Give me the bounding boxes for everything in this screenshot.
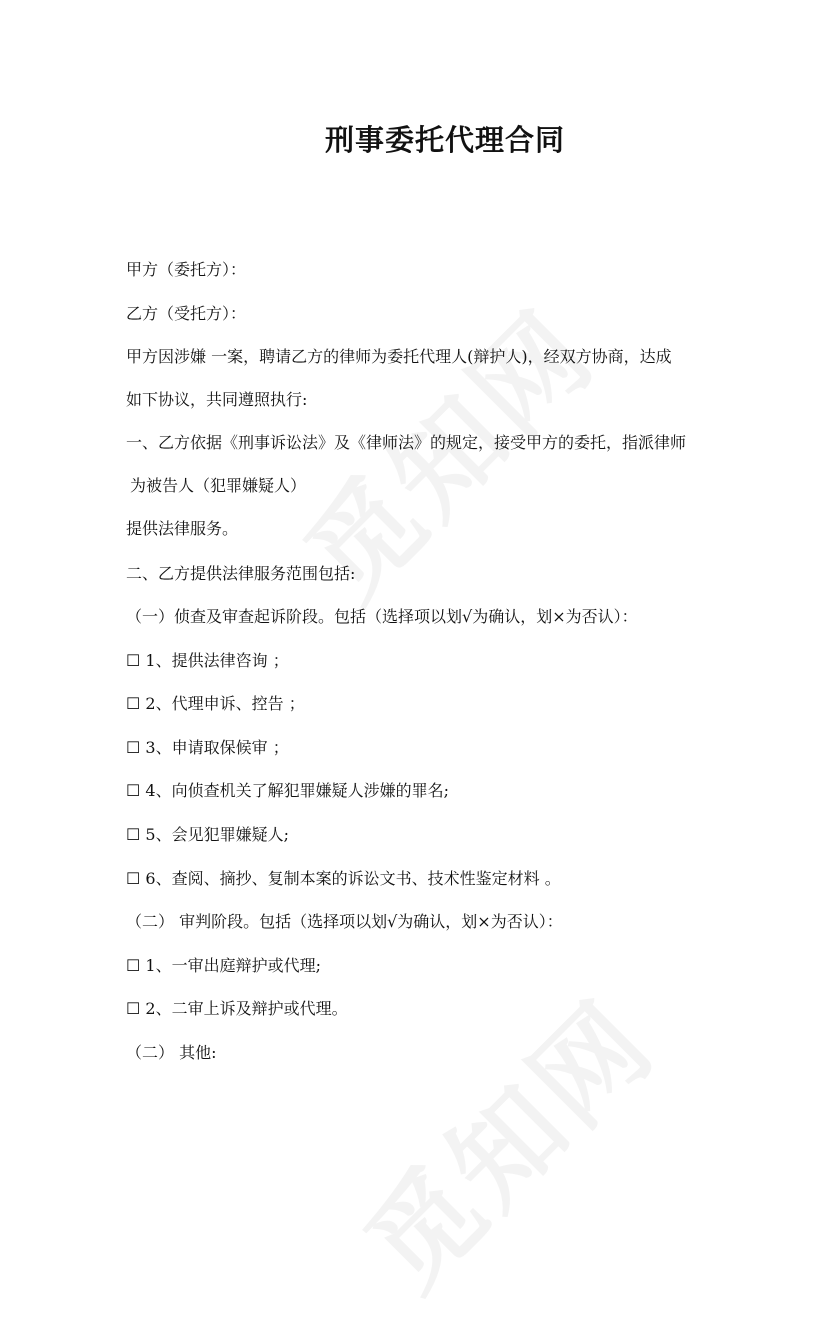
watermark	[325, 960, 683, 1318]
document-title: 刑事委托代理合同	[324, 123, 565, 157]
clause-two-heading: 二、乙方提供法律服务范围包括:	[126, 564, 356, 583]
intro-paragraph-line: 甲方因涉嫌 一案，聘请乙方的律师为委托代理人(辩护人)，经双方协商，达成	[126, 347, 672, 366]
party-a-line: 甲方（委托方）：	[126, 260, 247, 279]
checkbox-item: ☐ 2、代理申诉、控告 ；	[126, 694, 305, 713]
other-heading: （二） 其他:	[126, 1043, 217, 1062]
checkbox-item: ☐ 2、二审上诉及辩护或代理。	[126, 999, 348, 1018]
intro-paragraph-line: 如下协议，共同遵照执行:	[126, 390, 308, 409]
party-b-line: 乙方（受托方）：	[126, 304, 247, 323]
checkbox-item: ☐ 4、向侦查机关了解犯罪嫌疑人涉嫌的罪名;	[126, 781, 450, 800]
checkbox-item: ☐ 1、一审出庭辩护或代理;	[126, 956, 322, 975]
stage-two-heading: （二） 审判阶段。包括（选择项以划√为确认，划×为否认）：	[126, 912, 563, 931]
checkbox-item: ☐ 3、申请取保候审 ；	[126, 738, 289, 757]
checkbox-item: ☐ 1、提供法律咨询 ；	[126, 651, 289, 670]
clause-one-line: 提供法律服务。	[126, 519, 239, 538]
clause-one-line: 一、乙方依据《刑事诉讼法》及《律师法》的规定，接受甲方的委托，指派律师	[126, 433, 687, 452]
stage-one-heading: （一）侦查及审查起诉阶段。包括（选择项以划√为确认，划×为否认）：	[126, 607, 638, 626]
checkbox-item: ☐ 6、查阅、摘抄、复制本案的诉讼文书、技术性鉴定材料 。	[126, 869, 561, 888]
checkbox-item: ☐ 5、会见犯罪嫌疑人;	[126, 825, 290, 844]
clause-one-line: 为被告人（犯罪嫌疑人）	[130, 476, 307, 495]
